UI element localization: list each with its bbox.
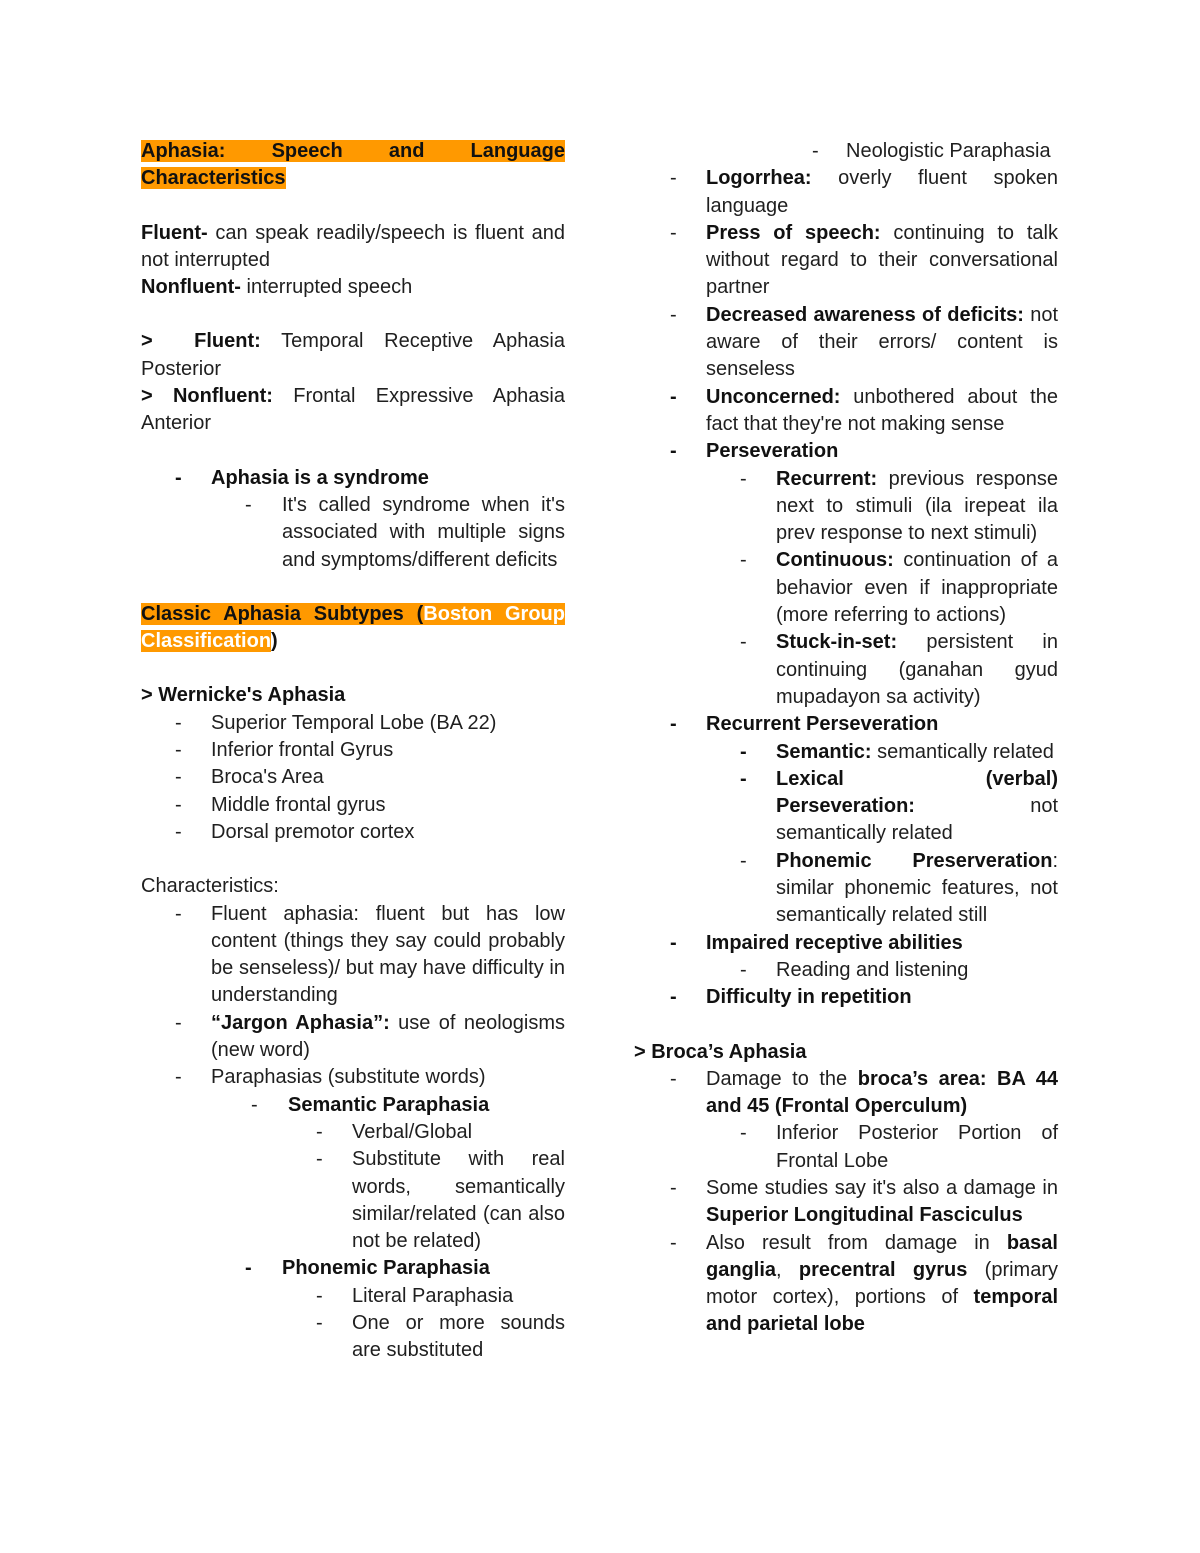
list-item-difficulty-repetition: - Difficulty in repetition xyxy=(670,986,912,1009)
list-item: - Superior Temporal Lobe (BA 22) xyxy=(175,711,497,734)
characteristics-label: Characteristics: xyxy=(141,875,279,898)
list-item: - One or more sounds are substituted xyxy=(316,1311,565,1362)
list-item-jargon: - “Jargon Aphasia”: use of neologisms (new word) xyxy=(175,1011,565,1062)
list-item: - Broca's Area xyxy=(175,766,324,789)
list-item: - Substitute with real words, semantically similar/related (can also not be related) xyxy=(316,1148,565,1253)
list-item-impaired-receptive: - Impaired receptive abilities xyxy=(670,931,963,954)
list-item-inferior-posterior: - Inferior Posterior Portion of Frontal Lobe xyxy=(740,1122,1058,1172)
list-item-lexical: - Lexical (verbal) Perseveration: not semantically related xyxy=(740,767,1058,845)
subtypes-heading-2: Classification) xyxy=(141,630,278,653)
list-item-phonemic-paraphasia: - Phonemic Paraphasia xyxy=(245,1257,490,1280)
list-item-semantic-paraphasia: - Semantic Paraphasia xyxy=(251,1093,490,1116)
list-item-semantic: - Semantic: semantically related xyxy=(740,740,1054,763)
list-item-continuous: - Continuous: continuation of a behavior even if inappropriate (more referring to actions) xyxy=(740,549,1058,627)
left-column xyxy=(141,138,565,1365)
fluent-location: > Fluent: Temporal Receptive Aphasia Posterior xyxy=(141,330,565,380)
list-item-decreased-awareness: - Decreased awareness of deficits: not aware of their errors/ content is senseless xyxy=(670,303,1058,381)
list-item-logorrhea: - Logorrhea: overly fluent spoken language xyxy=(670,167,1058,217)
list-item: - Reading and listening xyxy=(740,958,969,981)
list-item: - Middle frontal gyrus xyxy=(175,793,386,816)
list-item: - Neologistic Paraphasia xyxy=(812,140,1051,162)
list-item-damage: - Damage to the broca’s area: BA 44 and 45 (Frontal Operculum) xyxy=(670,1067,1058,1118)
list-item-also-result: - Also result from damage in basal ganglia, precentral gyrus (primary motor cortex), portions of temporal and parietal lobe xyxy=(670,1231,1058,1336)
list-item: - Literal Paraphasia xyxy=(316,1284,514,1307)
broca-heading: > Broca’s Aphasia xyxy=(634,1040,807,1063)
nonfluent-definition: Nonfluent- interrupted speech xyxy=(141,276,413,299)
list-item: - Inferior frontal Gyrus xyxy=(175,739,394,762)
list-item-syndrome: - Aphasia is a syndrome xyxy=(175,466,429,489)
list-item-phonemic: - Phonemic Preserveration: similar phonemic features, not semantically related still xyxy=(740,849,1058,927)
list-item-press-of-speech: - Press of speech: continuing to talk without regard to their conversational partner xyxy=(670,221,1058,299)
subtypes-heading: Classic Aphasia Subtypes (Boston Group xyxy=(141,602,565,625)
list-item-paraphasias: - Paraphasias (substitute words) xyxy=(175,1066,486,1089)
list-item-some-studies: - Some studies say it's also a damage in Superior Longitudinal Fasciculus xyxy=(670,1176,1058,1227)
title-line-2: Characteristics xyxy=(141,167,286,190)
right-column xyxy=(634,138,1058,1339)
list-item-fluent-aphasia: - Fluent aphasia: fluent but has low content (things they say could probably be senseless)/ but may have difficulty in understanding xyxy=(175,902,565,1007)
wernicke-heading: > Wernicke's Aphasia xyxy=(141,684,346,707)
list-item-recurrent: - Recurrent: previous response next to stimuli (ila irepeat ila prev response to next stimuli) xyxy=(740,467,1058,545)
fluent-definition: Fluent- can speak readily/speech is fluent and not interrupted xyxy=(141,221,565,271)
list-item: - Dorsal premotor cortex xyxy=(175,820,415,843)
list-item-perseveration: - Perseveration xyxy=(670,440,839,463)
list-item-syndrome-text: - It's called syndrome when it's associated with multiple signs and symptoms/different deficits xyxy=(245,493,565,571)
title-line-1: Aphasia: Speech and Language xyxy=(141,140,565,162)
list-item-recurrent-perseveration: - Recurrent Perseveration xyxy=(670,713,939,736)
nonfluent-location: > Nonfluent: Frontal Expressive Aphasia Anterior xyxy=(141,385,565,435)
list-item-unconcerned: - Unconcerned: unbothered about the fact that they're not making sense xyxy=(670,385,1058,435)
list-item: - Verbal/Global xyxy=(316,1120,473,1143)
list-item-stuck-in-set: - Stuck-in-set: persistent in continuing (ganahan gyud mupadayon sa activity) xyxy=(740,631,1058,708)
